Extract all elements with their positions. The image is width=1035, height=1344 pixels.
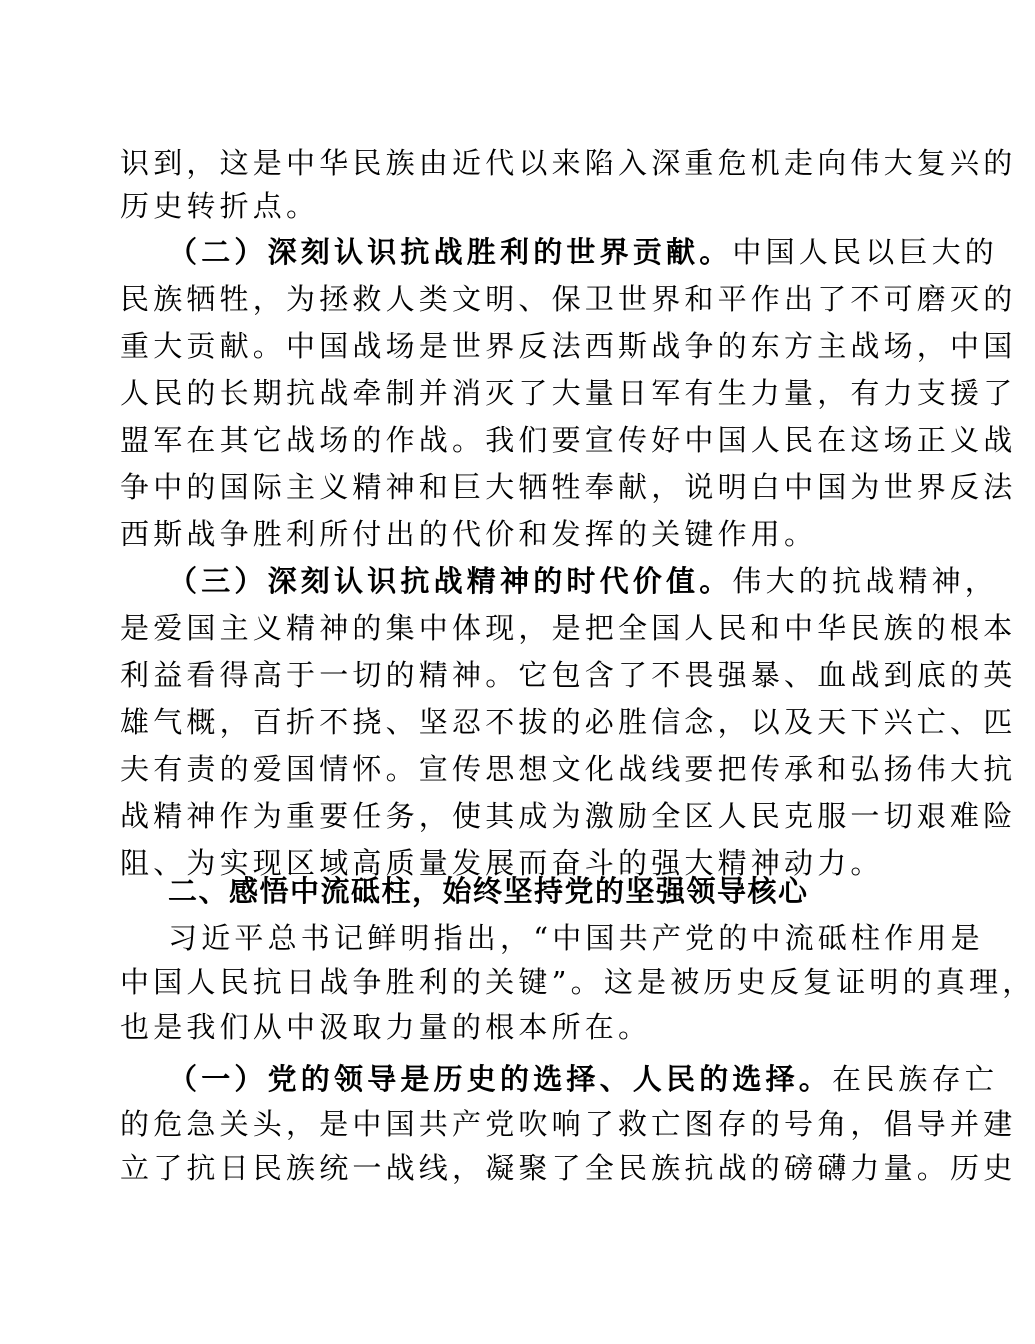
subheading: （二）深刻认识抗战胜利的世界贡献。 bbox=[168, 235, 733, 269]
section-heading: 二、感悟中流砥柱，始终坚持党的坚强领导核心 bbox=[168, 874, 809, 908]
text-line: 历史转折点。 bbox=[120, 189, 320, 223]
subheading-line bbox=[168, 232, 998, 272]
text-line: 是爱国主义精神的集中体现，是把全国人民和中华民族的根本 bbox=[120, 611, 1017, 645]
text-line: 雄气概，百折不挠、坚忍不拔的必胜信念，以及天下兴亡、匹 bbox=[120, 705, 1017, 739]
text-line: 习近平总书记鲜明指出，“中国共产党的中流砥柱作用是 bbox=[168, 921, 984, 955]
subheading: （三）深刻认识抗战精神的时代价值。 bbox=[168, 564, 733, 598]
text-line: 利益看得高于一切的精神。它包含了不畏强暴、血战到底的英 bbox=[120, 658, 1017, 692]
text-span: 中国人民以巨大的 bbox=[732, 235, 999, 269]
text-span: 在民族存亡 bbox=[832, 1062, 999, 1096]
text-line: 盟军在其它战场的作战。我们要宣传好中国人民在这场正义战 bbox=[120, 423, 1017, 457]
text-line: 争中的国际主义精神和巨大牺牲奉献，说明白中国为世界反法 bbox=[120, 470, 1017, 504]
subheading-line bbox=[168, 1059, 998, 1099]
text-line: 识到，这是中华民族由近代以来陷入深重危机走向伟大复兴的 bbox=[120, 146, 1017, 180]
text-line: 战精神作为重要任务，使其成为激励全区人民克服一切艰难险 bbox=[120, 799, 1017, 833]
text-line: 西斯战争胜利所付出的代价和发挥的关键作用。 bbox=[120, 517, 818, 551]
text-span: 伟大的抗战精神， bbox=[732, 564, 999, 598]
text-line: 重大贡献。中国战场是世界反法西斯战争的东方主战场，中国 bbox=[120, 329, 1017, 363]
text-line: 民族牺牲，为拯救人类文明、保卫世界和平作出了不可磨灭的 bbox=[120, 282, 1017, 316]
text-line: 阻、为实现区域高质量发展而奋斗的强大精神动力。 bbox=[120, 846, 884, 880]
text-line: 中国人民抗日战争胜利的关键”。这是被历史反复证明的真理， bbox=[120, 965, 1035, 999]
text-line: 立了抗日民族统一战线，凝聚了全民族抗战的磅礴力量。历史 bbox=[120, 1151, 1017, 1185]
text-line: 人民的长期抗战牵制并消灭了大量日军有生力量，有力支援了 bbox=[120, 376, 1017, 410]
text-line: 夫有责的爱国情怀。宣传思想文化战线要把传承和弘扬伟大抗 bbox=[120, 752, 1017, 786]
text-line: 也是我们从中汲取力量的根本所在。 bbox=[120, 1010, 652, 1044]
text-line: 的危急关头，是中国共产党吹响了救亡图存的号角，倡导并建 bbox=[120, 1107, 1017, 1141]
subheading: （一）党的领导是历史的选择、人民的选择。 bbox=[168, 1062, 833, 1096]
subheading-line bbox=[168, 561, 998, 601]
